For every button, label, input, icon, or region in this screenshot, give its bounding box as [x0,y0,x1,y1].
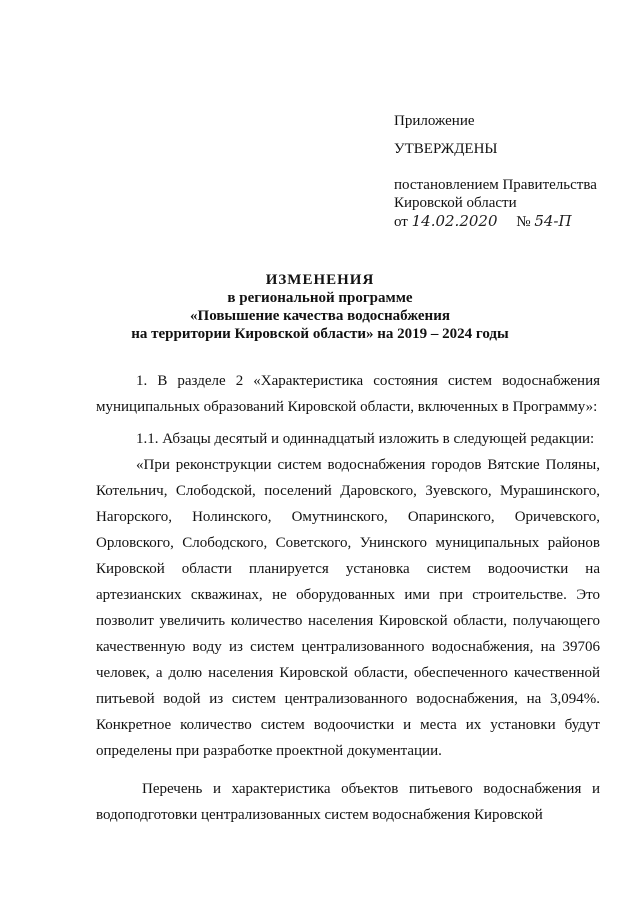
title-line-4: на территории Кировской области» на 2019 – 2024 годы [131,326,509,342]
paragraph-3: «При реконструкции систем водоснабжения городов Вятские Поляны, Котельнич, Слободской, поселений Даровского, Зуевского, Мурашинского, Нагорского, Нолинского, Омутнинского, Опаринского, Оричевского, Орловского, Слободского, Советского, Унинского муниципальных районов Кировской области планируется установка систем водоочистки на артезианских скважинах, не оборудованных ими при строительстве. Это позволит увеличить количество населения Кировской области, получающего качественную воду из систем централизованного водоснабжения, на 39706 человек, а долю населения Кировской области, обеспеченного качественной питьевой водой из систем централизованного водоснабжения, на 3,094%. Конкретное количество систем водоочистки и места их установки будут определены при разработке проектной документации. [96,457,600,759]
appendix-label: Приложение [394,113,475,129]
decree-line-1: постановлением Правительства [394,177,597,193]
paragraph-4: Перечень и характеристика объектов питьевого водоснабжения и водоподготовки централизованных систем водоснабжения Кировской [96,781,600,823]
paragraph-2: 1.1. Абзацы десятый и одиннадцатый изложить в следующей редакции: [136,431,595,447]
from-prefix: от [394,214,408,230]
approval-block [394,112,597,231]
title-main: ИЗМЕНЕНИЯ [265,272,375,288]
title-line-3: «Повышение качества водоснабжения [190,308,450,324]
title-line-2: в региональной программе [227,290,413,306]
paragraph-1: 1. В разделе 2 «Характеристика состояния систем водоснабжения муниципальных образований Кировской области, включенных в Программу»: [96,373,600,415]
number-prefix: № [516,214,531,230]
handwritten-date: 14.02.2020 [411,212,498,230]
document-title [0,271,640,343]
handwritten-number: 54-П [534,212,572,230]
decree-date-number [394,212,597,231]
approved-label: УТВЕРЖДЕНЫ [394,141,498,157]
decree-line-2: Кировской области [394,195,517,211]
document-body [96,368,600,828]
